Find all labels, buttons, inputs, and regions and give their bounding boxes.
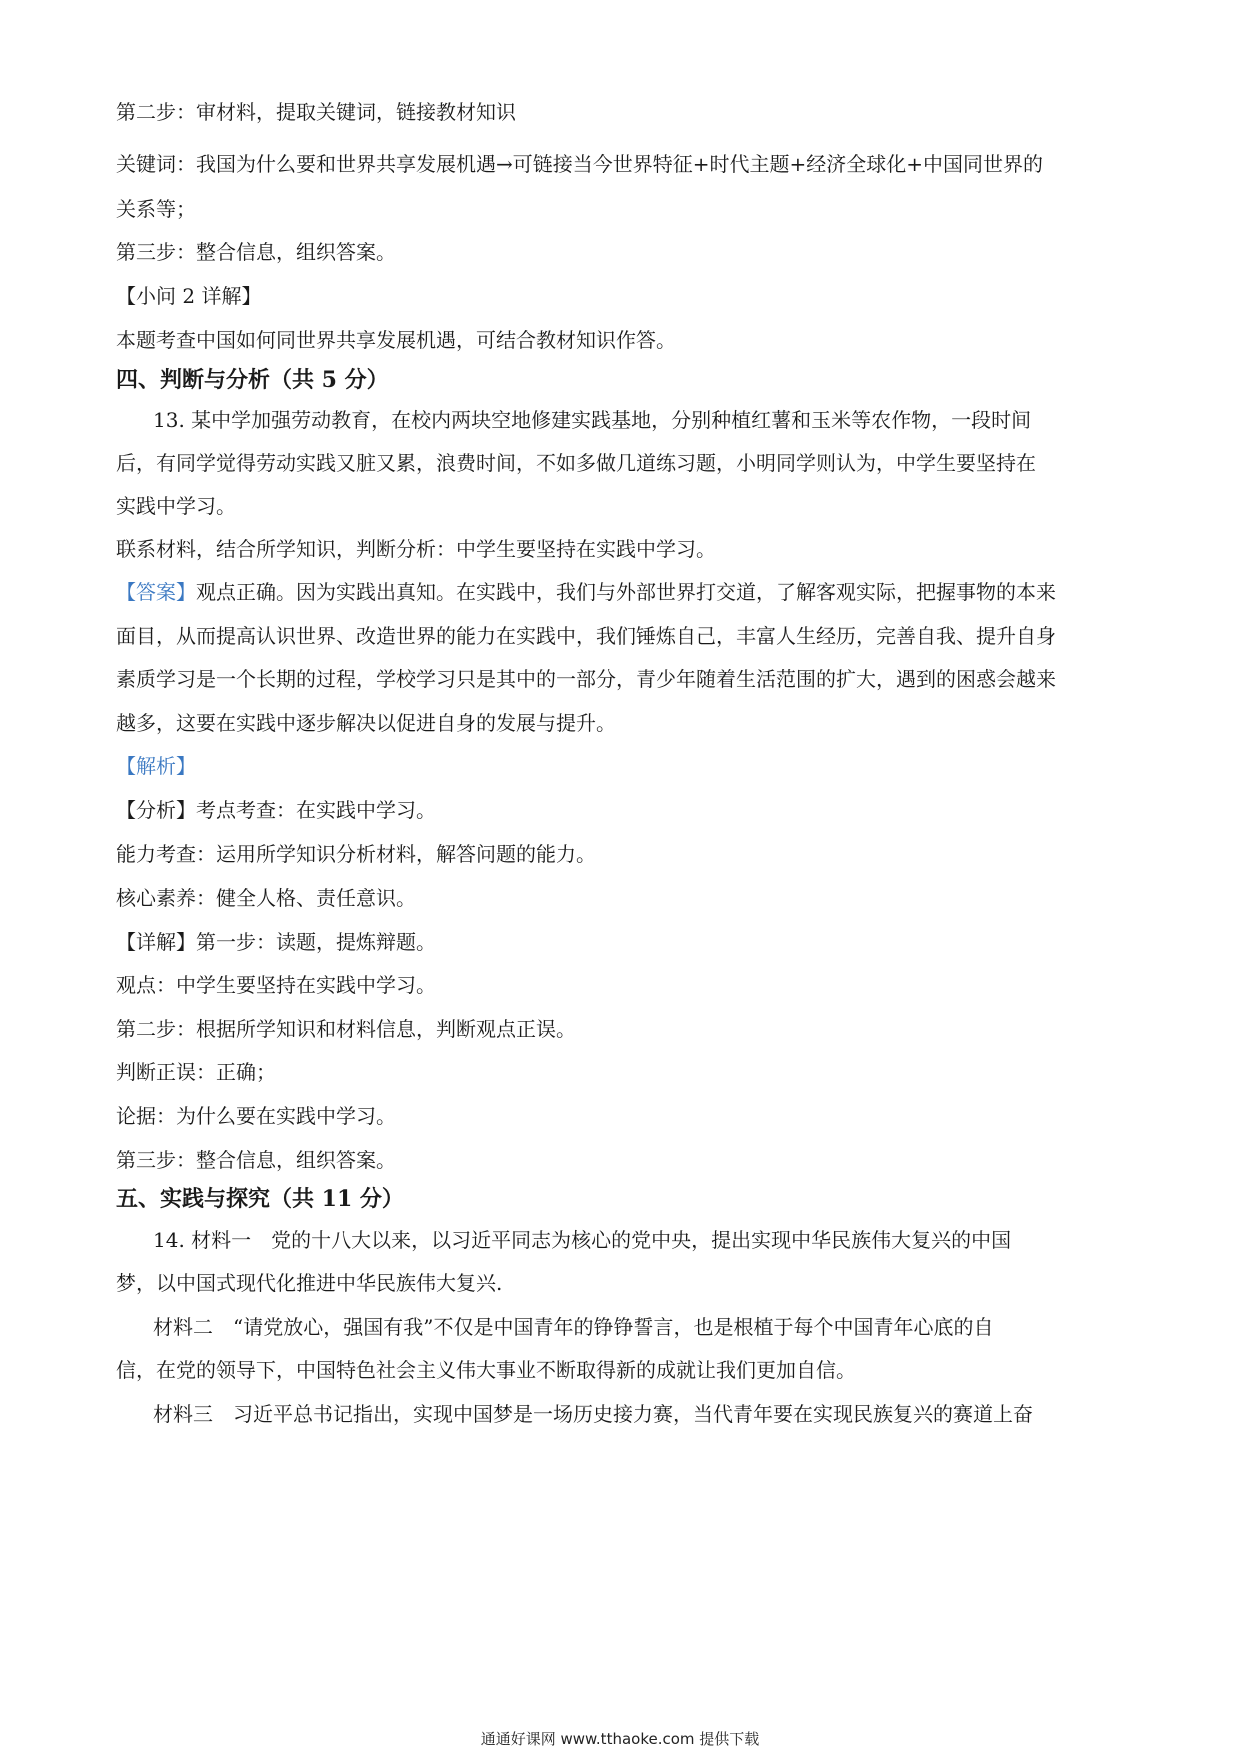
answer-line — [116, 578, 1056, 606]
text-line: 第二步：根据所学知识和材料信息，判断观点正误。 — [116, 1017, 576, 1041]
text-line: 关键词：我国为什么要和世界共享发展机遇→可链接当今世界特征+时代主题+经济全球化+中国同世界的 — [116, 152, 1044, 176]
text-line: 第二步：审材料，提取关键词，链接教材知识 — [116, 100, 516, 124]
text-line: 第三步：整合信息，组织答案。 — [116, 240, 396, 264]
question-text: 材料三 习近平总书记指出，实现中国梦是一场历史接力赛，当代青年要在实现民族复兴的赛道上奋 — [153, 1402, 1033, 1426]
question-text: 信，在党的领导下，中国特色社会主义伟大事业不断取得新的成就让我们更加自信。 — [116, 1358, 856, 1382]
question-text: 材料二 “请党放心，强国有我”不仅是中国青年的铮铮誓言，也是根植于每个中国青年心底的自 — [153, 1315, 994, 1339]
text-line: 关系等； — [116, 197, 196, 221]
text-line: 本题考查中国如何同世界共享发展机遇，可结合教材知识作答。 — [116, 328, 676, 352]
question-text: 梦，以中国式现代化推进中华民族伟大复兴. — [116, 1271, 503, 1295]
answer-tag: 【答案】 — [116, 580, 196, 604]
answer-text: 越多，这要在实践中逐步解决以促进自身的发展与提升。 — [116, 711, 616, 735]
text-line: 判断正误：正确； — [116, 1060, 276, 1084]
text-line: 观点：中学生要坚持在实践中学习。 — [116, 973, 436, 997]
section-heading: 四、判断与分析（共 5 分） — [116, 367, 389, 393]
text-line: 能力考查：运用所学知识分析材料，解答问题的能力。 — [116, 842, 596, 866]
question-text: 后，有同学觉得劳动实践又脏又累，浪费时间，不如多做几道练习题，小明同学则认为，中学生要坚持在 — [116, 451, 1036, 475]
answer-text: 面目，从而提高认识世界、改造世界的能力在实践中，我们锤炼自己，丰富人生经历，完善自我、提升自身 — [116, 624, 1056, 648]
question-text: 13. 某中学加强劳动教育，在校内两块空地修建实践基地，分别种植红薯和玉米等农作物，一段时间 — [153, 408, 1032, 432]
text-line: 论据：为什么要在实践中学习。 — [116, 1104, 396, 1128]
text-line: 核心素养：健全人格、责任意识。 — [116, 886, 416, 910]
text-line: 【分析】考点考查：在实践中学习。 — [116, 798, 436, 822]
sub-question-label: 【小问 2 详解】 — [116, 284, 262, 308]
analysis-tag: 【解析】 — [116, 754, 196, 778]
section-heading: 五、实践与探究（共 11 分） — [116, 1186, 404, 1212]
text-line: 第三步：整合信息，组织答案。 — [116, 1148, 396, 1172]
text-line: 【详解】第一步：读题，提炼辩题。 — [116, 930, 436, 954]
question-text: 14. 材料一 党的十八大以来，以习近平同志为核心的党中央，提出实现中华民族伟大复兴的中国 — [153, 1228, 1012, 1252]
answer-text: 观点正确。因为实践出真知。在实践中，我们与外部世界打交道，了解客观实际，把握事物的本来 — [196, 580, 1056, 604]
page-footer: 通通好课网 www.tthaoke.com 提供下载 — [480, 1730, 760, 1748]
question-prompt: 联系材料，结合所学知识，判断分析：中学生要坚持在实践中学习。 — [116, 537, 716, 561]
question-text: 实践中学习。 — [116, 494, 236, 518]
answer-text: 素质学习是一个长期的过程，学校学习只是其中的一部分，青少年随着生活范围的扩大，遇到的困惑会越来 — [116, 667, 1056, 691]
